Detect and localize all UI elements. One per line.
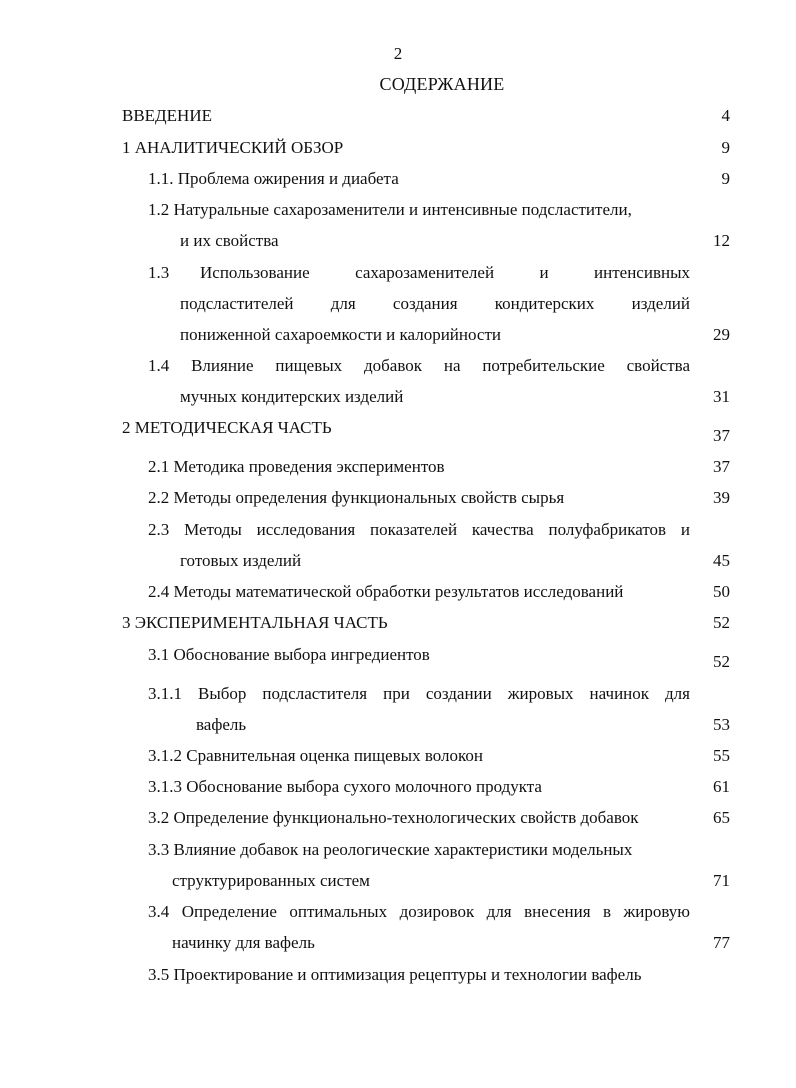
toc-entry-2-4: 2.4 Методы математической обработки результатов исследований xyxy=(148,582,624,601)
page-title: СОДЕРЖАНИЕ xyxy=(379,74,505,94)
toc-page-2-2: 39 xyxy=(713,488,730,507)
toc-page-3-3: 71 xyxy=(713,871,730,890)
toc-entry-3-3-line1: 3.3 Влияние добавок на реологические характеристики модельных xyxy=(148,840,633,859)
toc-page-3-1-1: 53 xyxy=(713,715,730,734)
toc-page-3-1-3: 61 xyxy=(713,777,730,796)
toc-page-section-3: 52 xyxy=(713,613,730,632)
toc-page-2-4: 50 xyxy=(713,582,730,601)
toc-entry-3-4-line1: 3.4 Определение оптимальных дозировок для внесения в жировую xyxy=(148,902,690,921)
toc-entry-1-4-line2: мучных кондитерских изделий xyxy=(180,387,404,406)
toc-page-1-2: 12 xyxy=(713,231,730,250)
toc-entry-3-5: 3.5 Проектирование и оптимизация рецептуры и технологии вафель xyxy=(148,965,642,984)
toc-page-3-2: 65 xyxy=(713,808,730,827)
toc-page-1-1: 9 xyxy=(721,169,730,188)
toc-page-2-1: 37 xyxy=(713,457,730,476)
toc-entry-1-3-line1: Использование сахарозаменителей и интенсивных xyxy=(200,263,690,282)
toc-entry-1-1: 1.1. Проблема ожирения и диабета xyxy=(148,169,399,188)
toc-page-2-3: 45 xyxy=(713,551,730,570)
toc-page-3-1: 52 xyxy=(713,652,730,671)
toc-entry-section-3: 3 ЭКСПЕРИМЕНТАЛЬНАЯ ЧАСТЬ xyxy=(122,613,388,632)
toc-entry-1-3-number: 1.3 xyxy=(148,263,170,282)
toc-page-intro: 4 xyxy=(721,106,730,125)
toc-page-3-1-2: 55 xyxy=(713,746,730,765)
toc-page-section-2: 37 xyxy=(713,426,730,445)
toc-page-1-3: 29 xyxy=(713,325,730,344)
toc-page-1-4: 31 xyxy=(713,387,730,406)
toc-entry-1-2-line1: 1.2 Натуральные сахарозаменители и интенсивные подсластители, xyxy=(148,200,632,219)
toc-entry-section-1: 1 АНАЛИТИЧЕСКИЙ ОБЗОР xyxy=(122,138,344,157)
toc-entry-section-2: 2 МЕТОДИЧЕСКАЯ ЧАСТЬ xyxy=(122,418,332,437)
toc-entry-3-1: 3.1 Обоснование выбора ингредиентов xyxy=(148,645,430,664)
toc-entry-2-2: 2.2 Методы определения функциональных свойств сырья xyxy=(148,488,565,507)
toc-entry-1-2-line2: и их свойства xyxy=(180,231,279,250)
toc-entry-3-2: 3.2 Определение функционально-технологических свойств добавок xyxy=(148,808,639,827)
toc-page-3-4: 77 xyxy=(713,933,730,952)
toc-entry-intro: ВВЕДЕНИЕ xyxy=(122,106,212,125)
toc-page-section-1: 9 xyxy=(721,138,730,157)
toc-entry-3-1-3: 3.1.3 Обоснование выбора сухого молочного продукта xyxy=(148,777,542,796)
toc-entry-3-1-2: 3.1.2 Сравнительная оценка пищевых волокон xyxy=(148,746,484,765)
toc-entry-2-3-line2: готовых изделий xyxy=(180,551,302,570)
toc-entry-3-1-1-line2: вафель xyxy=(196,715,247,734)
toc-entry-1-3-line3: пониженной сахароемкости и калорийности xyxy=(180,325,501,344)
toc-entry-2-3-line1: 2.3 Методы исследования показателей качества полуфабрикатов и xyxy=(148,520,690,539)
toc-entry-2-1: 2.1 Методика проведения экспериментов xyxy=(148,457,445,476)
toc-entry-1-4-line1: 1.4 Влияние пищевых добавок на потребительские свойства xyxy=(148,356,690,375)
toc-entry-3-1-1-line1: 3.1.1 Выбор подсластителя при создании жировых начинок для xyxy=(148,684,690,703)
page-number: 2 xyxy=(393,44,403,63)
toc-entry-3-3-line2: структурированных систем xyxy=(172,871,370,890)
toc-entry-3-4-line2: начинку для вафель xyxy=(172,933,315,952)
toc-entry-1-3-line2: подсластителей для создания кондитерских изделий xyxy=(180,294,690,313)
